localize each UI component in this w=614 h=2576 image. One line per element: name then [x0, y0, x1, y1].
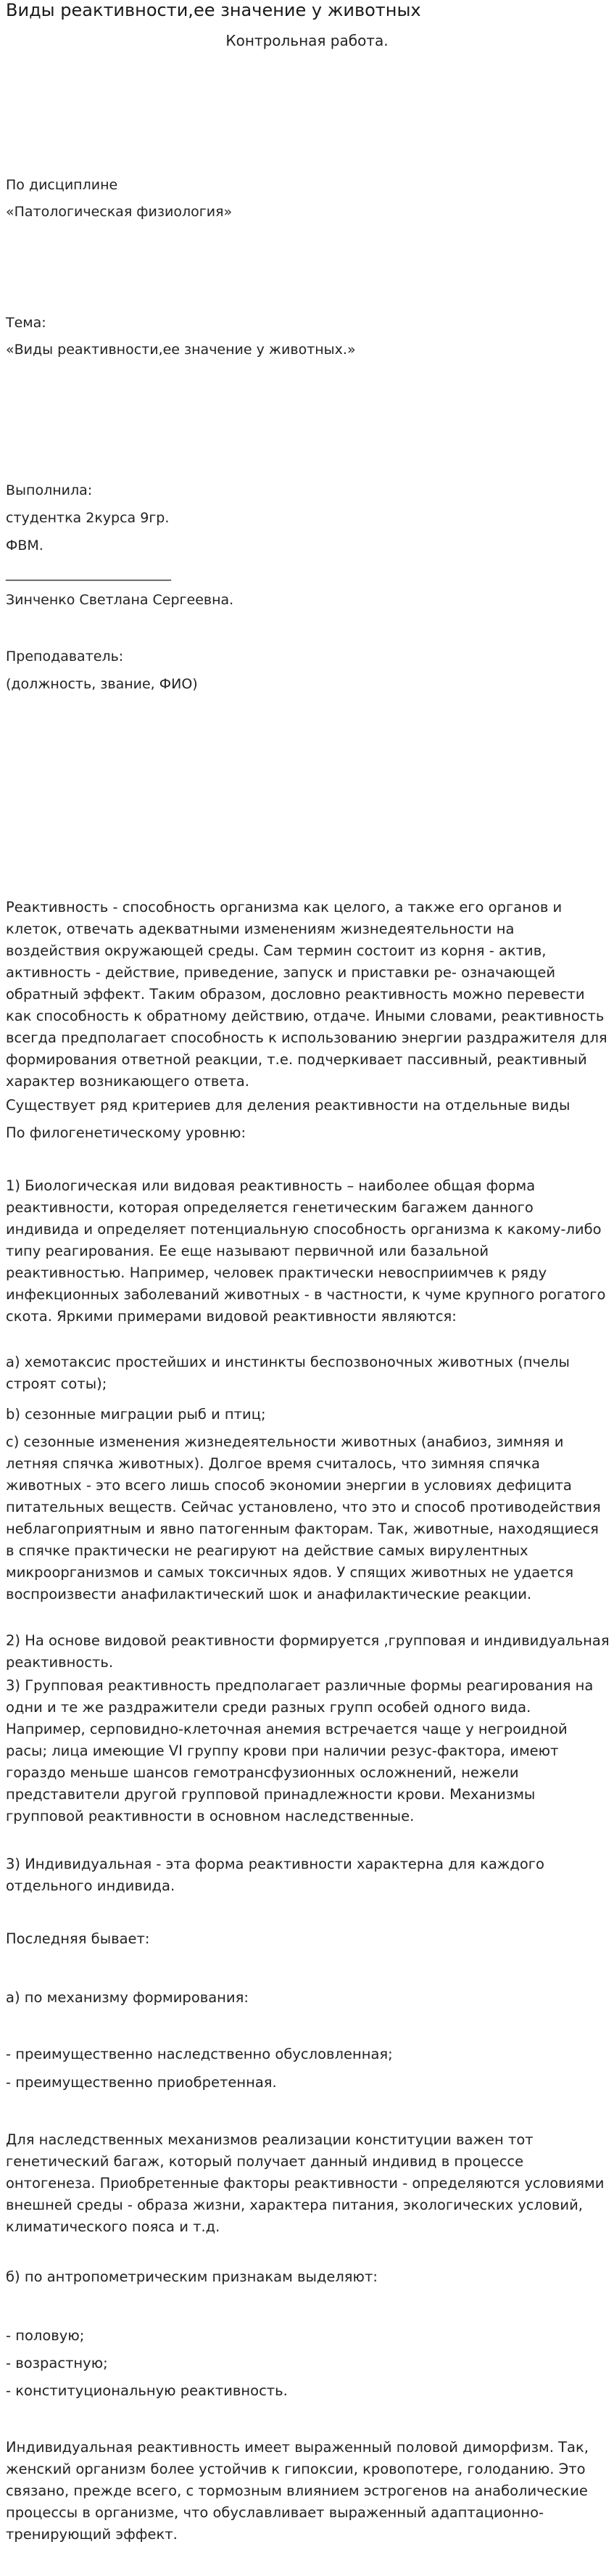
topic-label: Тема: — [6, 315, 46, 331]
topic-name: «Виды реактивности,ее значение у животных.» — [6, 342, 356, 358]
teacher-hint: (должность, звание, ФИО) — [6, 676, 198, 692]
list-item-b: b) сезонные миграции рыб и птиц; — [6, 1406, 266, 1423]
list-item-age: - возрастную; — [6, 2355, 108, 2371]
list-item-constitutional: - конституциональную реактивность. — [6, 2382, 288, 2399]
paragraph-anthropometric: б) по антропометрическим признакам выделяют: — [6, 2268, 378, 2285]
list-item-hereditary: - преимущественно наследственно обусловленная; — [6, 2046, 393, 2062]
paragraph-group-individual: 2) На основе видовой реактивности формируется ,групповая и индивидуальная реактивность. — [6, 1632, 610, 1671]
paragraph-sexual-dimorphism: Индивидуальная реактивность имеет выраженный половой диморфизм. Так, женский организм более устойчив к гипоксии, кровопотере, голоданию. Это связано, прежде всего, с тормозным влиянием эстрогенов на анаболические процессы в организме, что обуславливает выраженный адаптационно-тренирующий эффект. — [6, 2439, 589, 2543]
student-info: студентка 2курса 9гр. — [6, 510, 170, 526]
list-item-sex: - половую; — [6, 2327, 85, 2344]
paragraph-phylogenetic-level: По филогенетическому уровню: — [6, 1124, 246, 1141]
paragraph-reactivity-definition: Реактивность - способность организма как целого, а также его органов и клеток, отвечать адекватными изменениям жизнедеятельности на воздействия окружающей среды. Сам термин состоит из корня - актив, активность - действие, приведение, запуск и приставки ре- означающей обратный эффект. Таким образом, дословно реактивность можно перевести как способность к обратному действию, отдаче. Иными словами, реактивность всегда предполагает способность к использованию энергии раздражителя для формирования ответной реакции, т.е. подчеркивает пассивный, реактивный характер возникающего ответа. — [6, 899, 607, 1090]
paragraph-criteria: Существует ряд критериев для деления реактивности на отдельные виды — [6, 1097, 571, 1114]
paragraph-by-mechanism: а) по механизму формирования: — [6, 1989, 249, 2006]
paragraph-hereditary-mechanisms: Для наследственных механизмов реализации конституции важен тот генетический багаж, который получает данный индивид в процессе онтогенеза. Приобретенные факторы реактивности - определяются условиями внешней среды - образа жизни, характера питания, экологических условий, климатического пояса и т.д. — [6, 2131, 605, 2235]
discipline-label: По дисциплине — [6, 177, 118, 193]
paragraph-group-reactivity: 3) Групповая реактивность предполагает различные формы реагирования на одни и те же раздражители среди разных групп особей одного вида. Например, серповидно-клеточная анемия встречается чаще у негроидной расы; лица имеющие VI группу крови при наличии резус-фактора, имеют гораздо меньше шансов гемотрансфузионных осложнений, нежели представители другой групповой принадлежности крови. Механизмы групповой реактивности в основном наследственные. — [6, 1677, 594, 1824]
list-item-acquired: - преимущественно приобретенная. — [6, 2074, 277, 2091]
student-name: Зинченко Светлана Сергеевна. — [6, 592, 234, 608]
list-item-a: а) хемотаксис простейших и инстинкты беспозвоночных животных (пчелы строят соты); — [6, 1354, 570, 1392]
signature-underline: ________________________ — [6, 565, 171, 581]
discipline-name: «Патологическая физиология» — [6, 204, 233, 220]
paragraph-biological-reactivity: 1) Биологическая или видовая реактивность – наиболее общая форма реактивности, которая определяется генетическим багажем данного индивида и определяет потенциальную способность организма к какому-либо типу реагирования. Ее еще называют первичной или базальной реактивностью. Например, человек практически невосприимчев к ряду инфекционных заболеваний животных - в частности, к чуме крупного рогатого скота. Яркими примерами видовой реактивности являются: — [6, 1177, 606, 1325]
paragraph-last-kinds: Последняя бывает: — [6, 1930, 150, 1947]
document-subtitle: Контрольная работа. — [225, 32, 389, 49]
faculty: ФВМ. — [6, 538, 43, 554]
paragraph-individual-reactivity: 3) Индивидуальная - эта форма реактивности характерна для каждого отдельного индивида. — [6, 1856, 544, 1894]
performed-label: Выполнила: — [6, 482, 93, 498]
list-item-c: с) сезонные изменения жизнедеятельности животных (анабиоз, зимняя и летняя спячка животных). Долгое время считалось, что зимняя спячка животных - это всего лишь способ экономии энергии в условиях дефицита питательных веществ. Сейчас установлено, что это и способ противодействия неблагоприятным и явно патогенным факторам. Так, животные, находящиеся в спячке практически не реагируют на действие самых вирулентных микроорганизмов и самых токсичных ядов. У спящих животных не удается воспроизвести анафилактический шок и анафилактические реакции. — [6, 1433, 601, 1602]
document-title: Виды реактивности,ее значение у животных — [6, 0, 421, 20]
teacher-label: Преподаватель: — [6, 649, 124, 664]
